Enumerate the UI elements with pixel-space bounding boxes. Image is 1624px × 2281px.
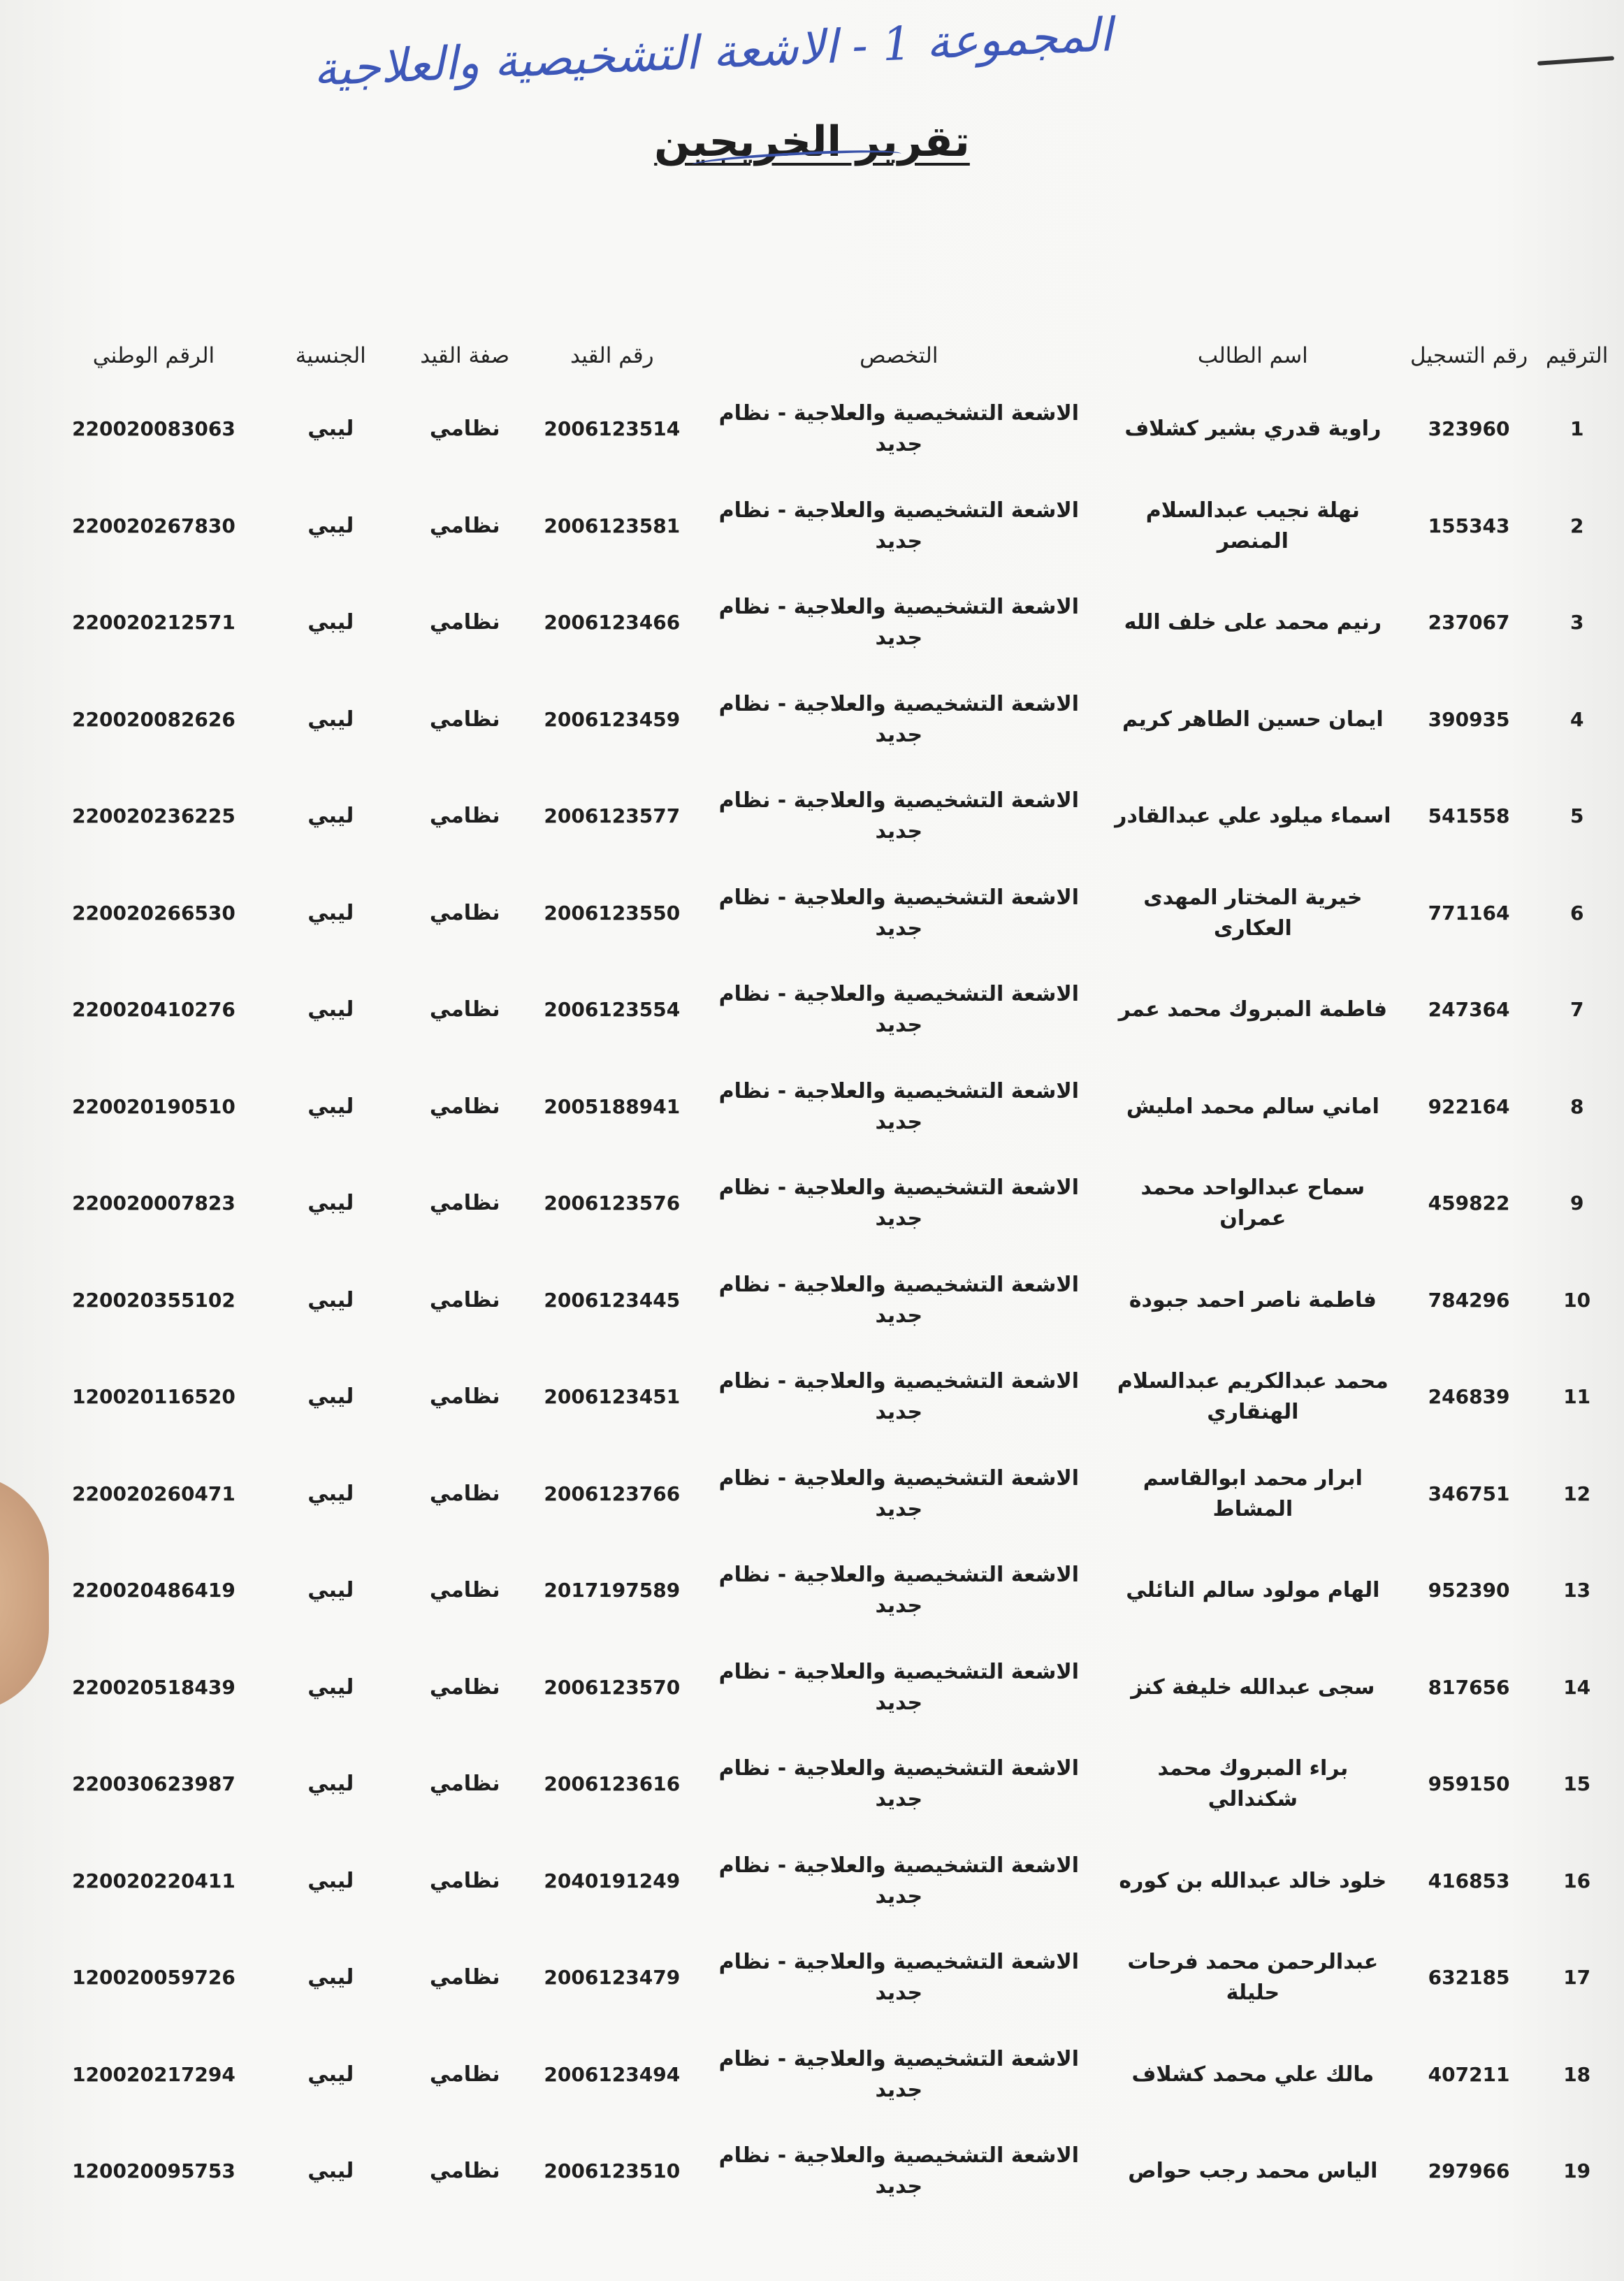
cell-registration: 407211: [1428, 2062, 1510, 2086]
table-row: [42, 1446, 1614, 1543]
cell-specialization: الاشعة التشخيصية والعلاجية - نظام جديد: [718, 1950, 1080, 2006]
cell-student-name: محمد عبدالكريم عبدالسلام الهنقاري: [1117, 1369, 1389, 1425]
cell-enrollment-type: نظامي: [429, 610, 500, 635]
cell-enrollment-no: 2006123570: [544, 1675, 681, 1699]
cell-index: 3: [1569, 611, 1584, 635]
cell-index: 17: [1563, 1966, 1591, 1990]
cell-enrollment-no: 2006123459: [544, 707, 681, 731]
cell-nationality: ليبي: [307, 1384, 354, 1410]
cell-index: 18: [1563, 2062, 1591, 2086]
table-row: [42, 381, 1614, 478]
cell-student-name: سجى عبدالله خليفة كنز: [1131, 1674, 1375, 1700]
cell-student-name: الياس محمد رجب حواص: [1128, 2159, 1378, 2184]
cell-student-name: الهام مولود سالم النائلي: [1126, 1578, 1380, 1603]
cell-index: 1: [1569, 417, 1584, 441]
table-row: [42, 1736, 1614, 1833]
cell-specialization: الاشعة التشخيصية والعلاجية - نظام جديد: [718, 691, 1080, 747]
table-row: [42, 1349, 1614, 1446]
cell-enrollment-no: 2006123616: [544, 1772, 681, 1796]
cell-nationality: ليبي: [307, 1772, 354, 1797]
cell-specialization: الاشعة التشخيصية والعلاجية - نظام جديد: [718, 595, 1080, 651]
handwritten-note: المجموعة 1 - الاشعة التشخيصية والعلاجية: [312, 8, 1114, 96]
header-index: الترقيم: [1546, 343, 1609, 368]
cell-nationality: ليبي: [307, 1965, 354, 1990]
cell-index: 14: [1563, 1675, 1591, 1699]
cell-index: 10: [1563, 1288, 1591, 1312]
header-enrollment-no: رقم القيد: [570, 343, 654, 368]
cell-specialization: الاشعة التشخيصية والعلاجية - نظام جديد: [718, 1175, 1080, 1231]
cell-student-name: مالك علي محمد كشلاف: [1131, 2062, 1375, 2087]
cell-index: 13: [1563, 1579, 1591, 1602]
cell-specialization: الاشعة التشخيصية والعلاجية - نظام جديد: [718, 788, 1080, 844]
cell-national-id: 220020082626: [72, 707, 235, 731]
cell-nationality: ليبي: [307, 900, 354, 925]
cell-student-name: اماني سالم محمد امليش: [1126, 1094, 1379, 1119]
cell-registration: 817656: [1428, 1675, 1510, 1699]
cell-enrollment-type: نظامي: [429, 900, 500, 925]
cell-registration: 922164: [1428, 1094, 1510, 1118]
cell-registration: 771164: [1428, 901, 1510, 925]
cell-registration: 416853: [1428, 1869, 1510, 1892]
cell-national-id: 220020220411: [72, 1869, 235, 1892]
header-enrollment-type: صفة القيد: [420, 343, 510, 368]
cell-registration: 323960: [1428, 417, 1510, 441]
cell-index: 9: [1569, 1192, 1584, 1215]
cell-enrollment-type: نظامي: [429, 2159, 500, 2184]
header-national-id: الرقم الوطني: [92, 343, 215, 368]
cell-registration: 459822: [1428, 1192, 1510, 1215]
header-nationality: الجنسية: [295, 343, 366, 368]
cell-nationality: ليبي: [307, 1868, 354, 1893]
cell-specialization: الاشعة التشخيصية والعلاجية - نظام جديد: [718, 2046, 1080, 2102]
cell-specialization: الاشعة التشخيصية والعلاجية - نظام جديد: [718, 401, 1080, 457]
cell-national-id: 220020518439: [72, 1675, 235, 1699]
cell-enrollment-type: نظامي: [429, 2062, 500, 2087]
cell-national-id: 120020217294: [72, 2062, 235, 2086]
cell-enrollment-no: 2006123479: [544, 1966, 681, 1990]
cell-student-name: رنيم محمد على خلف الله: [1124, 610, 1382, 635]
cell-index: 8: [1569, 1094, 1584, 1118]
cell-enrollment-type: نظامي: [429, 1868, 500, 1893]
table-body: [42, 381, 1614, 2220]
cell-enrollment-no: 2040191249: [544, 1869, 681, 1892]
cell-registration: 952390: [1428, 1579, 1510, 1602]
table-row: [42, 1155, 1614, 1252]
cell-student-name: اسماء ميلود علي عبدالقادر: [1115, 804, 1391, 829]
cell-national-id: 220020266530: [72, 901, 235, 925]
cell-index: 5: [1569, 804, 1584, 828]
cell-student-name: فاطمة المبروك محمد عمر: [1118, 997, 1388, 1022]
table-row: [42, 574, 1614, 672]
cell-enrollment-no: 2006123550: [544, 901, 681, 925]
cell-nationality: ليبي: [307, 1481, 354, 1506]
graduates-table: [42, 273, 1614, 2220]
cell-registration: 390935: [1428, 707, 1510, 731]
cell-nationality: ليبي: [307, 417, 354, 442]
cell-national-id: 220020083063: [72, 417, 235, 441]
table-row: [42, 1639, 1614, 1737]
cell-index: 2: [1569, 514, 1584, 537]
cell-nationality: ليبي: [307, 1674, 354, 1700]
cell-index: 19: [1563, 2159, 1591, 2183]
header-registration: رقم التسجيل: [1409, 343, 1528, 368]
cell-specialization: الاشعة التشخيصية والعلاجية - نظام جديد: [718, 885, 1080, 941]
cell-student-name: ابرار محمد ابوالقاسم المشاط: [1143, 1465, 1363, 1521]
cell-nationality: ليبي: [307, 707, 354, 732]
cell-index: 11: [1563, 1385, 1591, 1409]
cell-student-name: براء المبروك محمد شكندالي: [1157, 1756, 1349, 1812]
cell-enrollment-type: نظامي: [429, 1191, 500, 1216]
cell-enrollment-no: 2006123494: [544, 2062, 681, 2086]
cell-national-id: 220020355102: [72, 1288, 235, 1312]
cell-national-id: 220020190510: [72, 1094, 235, 1118]
cell-enrollment-type: نظامي: [429, 707, 500, 732]
cell-student-name: نهلة نجيب عبدالسلام المنصر: [1145, 498, 1360, 553]
cell-national-id: 120020059726: [72, 1966, 235, 1990]
cell-nationality: ليبي: [307, 1094, 354, 1119]
cell-enrollment-no: 2017197589: [544, 1579, 681, 1602]
cell-enrollment-type: نظامي: [429, 1578, 500, 1603]
cell-nationality: ليبي: [307, 1578, 354, 1603]
table-row: [42, 2027, 1614, 2124]
cell-registration: 541558: [1428, 804, 1510, 828]
cell-index: 4: [1569, 707, 1584, 731]
cell-nationality: ليبي: [307, 997, 354, 1022]
cell-national-id: 220020260471: [72, 1482, 235, 1505]
cell-registration: 959150: [1428, 1772, 1510, 1796]
cell-enrollment-type: نظامي: [429, 1384, 500, 1410]
cell-enrollment-type: نظامي: [429, 1674, 500, 1700]
cell-registration: 246839: [1428, 1385, 1510, 1409]
cell-enrollment-type: نظامي: [429, 1287, 500, 1312]
table-row: [42, 1833, 1614, 1930]
cell-nationality: ليبي: [307, 610, 354, 635]
cell-student-name: خيرية المختار المهدى العكارى: [1143, 885, 1363, 941]
cell-specialization: الاشعة التشخيصية والعلاجية - نظام جديد: [718, 982, 1080, 1038]
cell-enrollment-no: 2005188941: [544, 1094, 681, 1118]
cell-national-id: 120020116520: [72, 1385, 235, 1409]
cell-specialization: الاشعة التشخيصية والعلاجية - نظام جديد: [718, 1465, 1080, 1521]
cell-national-id: 220020007823: [72, 1192, 235, 1215]
cell-enrollment-no: 2006123554: [544, 998, 681, 1022]
table-row: [42, 865, 1614, 962]
cell-specialization: الاشعة التشخيصية والعلاجية - نظام جديد: [718, 1659, 1080, 1715]
cell-nationality: ليبي: [307, 513, 354, 538]
cell-national-id: 220020267830: [72, 514, 235, 537]
header-student-name: اسم الطالب: [1197, 343, 1308, 368]
cell-student-name: خلود خالد عبدالله بن كوره: [1119, 1868, 1387, 1893]
cell-enrollment-type: نظامي: [429, 997, 500, 1022]
cell-enrollment-no: 2006123451: [544, 1385, 681, 1409]
cell-student-name: سماح عبدالواحد محمد عمران: [1140, 1175, 1365, 1231]
cell-index: 7: [1569, 998, 1584, 1022]
cell-specialization: الاشعة التشخيصية والعلاجية - نظام جديد: [718, 1563, 1080, 1619]
cell-specialization: الاشعة التشخيصية والعلاجية - نظام جديد: [718, 498, 1080, 553]
cell-nationality: ليبي: [307, 804, 354, 829]
cell-enrollment-type: نظامي: [429, 804, 500, 829]
cell-enrollment-no: 2006123576: [544, 1192, 681, 1215]
cell-national-id: 220020486419: [72, 1579, 235, 1602]
cell-specialization: الاشعة التشخيصية والعلاجية - نظام جديد: [718, 1078, 1080, 1134]
cell-registration: 247364: [1428, 998, 1510, 1022]
table-row: [42, 478, 1614, 575]
cell-national-id: 220020410276: [72, 998, 235, 1022]
table-row: [42, 1929, 1614, 2027]
cell-registration: 155343: [1428, 514, 1510, 537]
cell-index: 12: [1563, 1482, 1591, 1505]
cell-enrollment-no: 2006123514: [544, 417, 681, 441]
cell-nationality: ليبي: [307, 2159, 354, 2184]
table-row: [42, 768, 1614, 865]
cell-enrollment-type: نظامي: [429, 513, 500, 538]
table-row: [42, 962, 1614, 1059]
cell-enrollment-no: 2006123510: [544, 2159, 681, 2183]
cell-student-name: فاطمة ناصر احمد جبودة: [1129, 1287, 1377, 1312]
cell-specialization: الاشعة التشخيصية والعلاجية - نظام جديد: [718, 1369, 1080, 1425]
cell-registration: 297966: [1428, 2159, 1510, 2183]
cell-enrollment-type: نظامي: [429, 1772, 500, 1797]
table-row: [42, 672, 1614, 769]
cell-index: 15: [1563, 1772, 1591, 1796]
report-title: تقرير الخريجين: [654, 117, 970, 166]
table-row: [42, 1059, 1614, 1156]
table-row: [42, 1542, 1614, 1639]
cell-enrollment-no: 2006123766: [544, 1482, 681, 1505]
cell-enrollment-no: 2006123466: [544, 611, 681, 635]
cell-specialization: الاشعة التشخيصية والعلاجية - نظام جديد: [718, 1756, 1080, 1812]
cell-student-name: عبدالرحمن محمد فرحات حليلة: [1127, 1950, 1379, 2006]
cell-registration: 237067: [1428, 611, 1510, 635]
cell-specialization: الاشعة التشخيصية والعلاجية - نظام جديد: [718, 2143, 1080, 2199]
cell-enrollment-type: نظامي: [429, 1094, 500, 1119]
cell-registration: 346751: [1428, 1482, 1510, 1505]
cell-national-id: 220020236225: [72, 804, 235, 828]
cell-national-id: 120020095753: [72, 2159, 235, 2183]
cell-index: 6: [1569, 901, 1584, 925]
cell-nationality: ليبي: [307, 1191, 354, 1216]
table-row: [42, 1252, 1614, 1349]
cell-enrollment-no: 2006123581: [544, 514, 681, 537]
cell-nationality: ليبي: [307, 2062, 354, 2087]
cell-enrollment-no: 2006123445: [544, 1288, 681, 1312]
cell-national-id: 220030623987: [72, 1772, 235, 1796]
cell-index: 16: [1563, 1869, 1591, 1892]
cell-specialization: الاشعة التشخيصية والعلاجية - نظام جديد: [718, 1853, 1080, 1909]
cell-specialization: الاشعة التشخيصية والعلاجية - نظام جديد: [718, 1272, 1080, 1328]
cell-registration: 632185: [1428, 1966, 1510, 1990]
cell-enrollment-type: نظامي: [429, 1481, 500, 1506]
pen-mark: [1537, 56, 1614, 66]
cell-student-name: راوية قدري بشير كشلاف: [1124, 417, 1382, 442]
cell-enrollment-type: نظامي: [429, 417, 500, 442]
cell-national-id: 220020212571: [72, 611, 235, 635]
cell-enrollment-type: نظامي: [429, 1965, 500, 1990]
header-specialization: التخصص: [860, 343, 938, 368]
cell-student-name: ايمان حسين الطاهر كريم: [1122, 707, 1384, 732]
cell-nationality: ليبي: [307, 1287, 354, 1312]
table-row: [42, 2123, 1614, 2220]
cell-enrollment-no: 2006123577: [544, 804, 681, 828]
cell-registration: 784296: [1428, 1288, 1510, 1312]
table-header-row: [42, 273, 1614, 381]
